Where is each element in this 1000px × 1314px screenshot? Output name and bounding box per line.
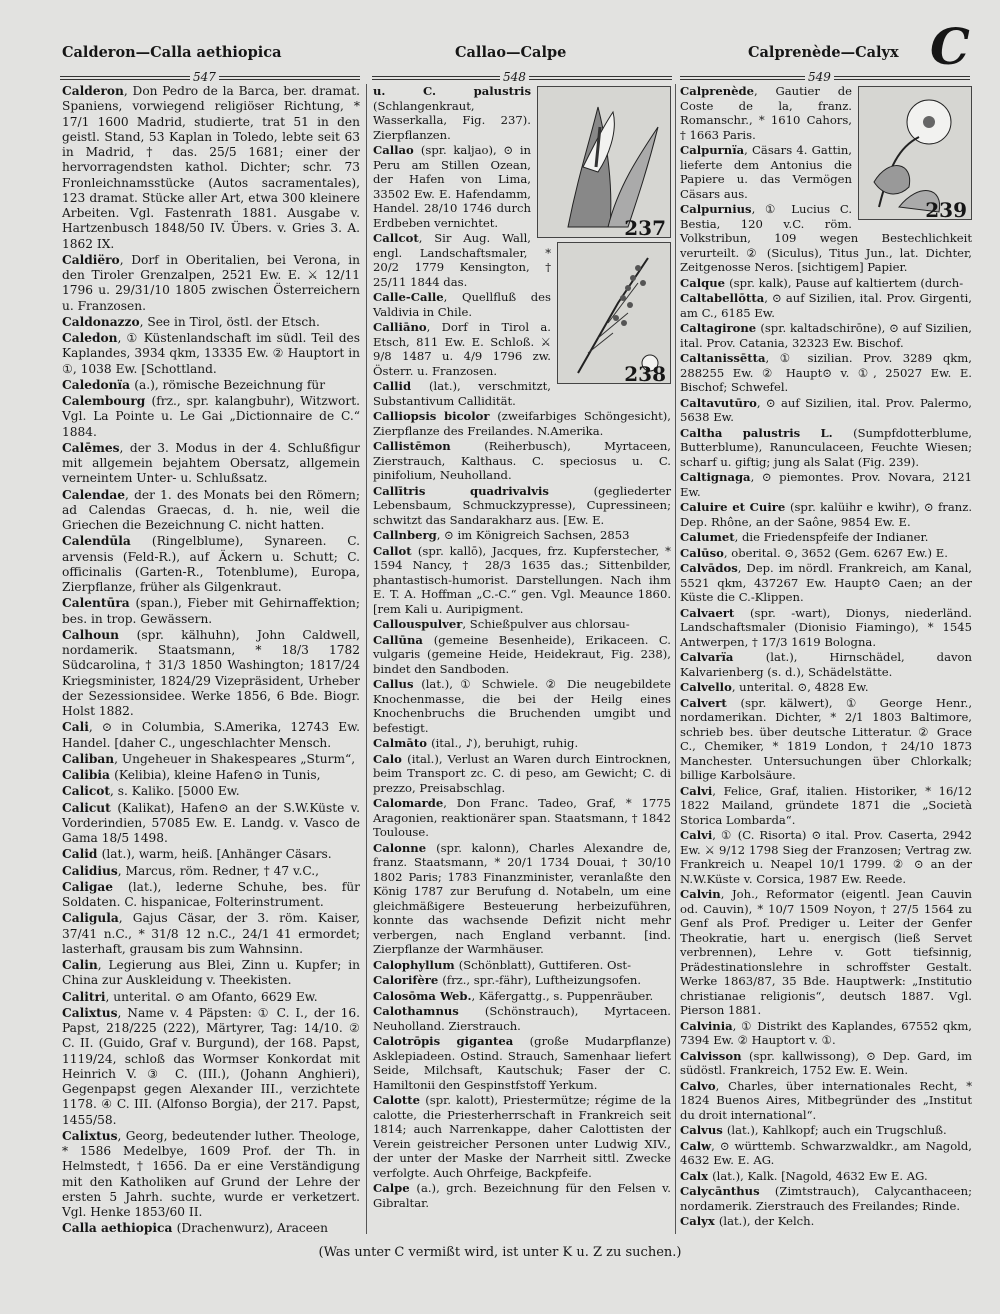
dictionary-entry: Callūna (gemeine Besenheide), Erikaceen. C. vulgaris (gemeine Heide, Heidekraut, Fig. 238), bindet den Sandboden. bbox=[373, 632, 671, 676]
column-header-left: Calderon—Calla aethiopica bbox=[62, 44, 282, 61]
dictionary-entry: Calidius, Marcus, röm. Redner, † 47 v.C., bbox=[62, 863, 319, 878]
column-header-right: Calprenède—Calyx bbox=[748, 44, 899, 61]
dictionary-entry: Calvisson (spr. kallwissong), ⊙ Dep. Gard, im südöstl. Frankreich, 1752 Ew. E. Wein. bbox=[680, 1048, 972, 1077]
dictionary-entry: Calotrōpis gigantea (große Mudarpflanze) Asklepiadeen. Ostind. Strauch, Samenhaar liefert Seide, Milchsaft, Kautschuk; Faser der C. Hamiltonii den Gespinstfstoff Yerkum. bbox=[373, 1034, 671, 1092]
dictionary-entry: Calotte (spr. kalott), Priestermütze; régime de la calotte, die Priesterherrschaft in Frankreich seit 1814; auch Narrenkappe, daher Calottisten der Verein geistreicher Personen unter Ludwig XIV., der unter der Maske der Narrheit sittl. Zwecke verfolgte. Auch Ohrfeige, Backpfeife. bbox=[373, 1093, 671, 1180]
dictionary-entry: Calx (lat.), Kalk. [Nagold, 4632 Ew E. AG. bbox=[680, 1168, 928, 1183]
dictionary-entry: Calicot, s. Kaliko. [5000 Ew. bbox=[62, 784, 240, 799]
dictionary-entry: Calpe (a.), grch. Bezeichnung für den Felsen v. Gibraltar. bbox=[373, 1181, 671, 1210]
dictionary-entry: Calonne (spr. kalonn), Charles Alexandre de, franz. Staatsmann, * 20/1 1734 Douai, † 30/10 1802 Paris; 1783 Finanzminister, veranlaßte den König 1787 zur Berufung d. Notabeln, um eine gleichmäßigere Besteuerung herbeizuführen, konnte das wachsende Defizit nicht mehr verbergen, nach England verbannt. [ind. Zierpflanze der Warmhäuser. bbox=[373, 840, 671, 956]
dictionary-entry: Callus (lat.), ① Schwiele. ② Die neugebildete Knochenmasse, die bei der Heilg eines Knochenbruchs die Bruchenden umgibt und befestigt. bbox=[373, 677, 671, 735]
dictionary-entry: Cali, ⊙ in Columbia, S.Amerika, 12743 Ew. Handel. [daher C., ungeschlachter Mensch. bbox=[62, 720, 360, 750]
page-footer-note: (Was unter C vermißt wird, ist unter K u. Z zu suchen.) bbox=[318, 1245, 682, 1260]
dictionary-entry: Calvert (spr. kälwert), ① George Henr., nordamerikan. Dichter, * 2/1 1803 Baltimore, schrieb bes. über deutsche Litteratur. ② Grace C., Chemiker, * 1819 London, † 24/10 1873 Manchester. Untersuchungen über Chlorkalk; billige Karbolsäure. bbox=[680, 695, 972, 782]
dictionary-entry: Calophyllum (Schönblatt), Guttiferen. Ost- bbox=[373, 957, 632, 972]
dictionary-entry: Calo (ital.), Verlust an Waren durch Eintrocknen, beim Transport zc. C. di peso, am Gewicht; C. di prezzo, Preisabschlag. bbox=[373, 751, 671, 795]
dictionary-entry: Calpurnius, ① Lucius C. Bestia, 120 v.C. röm. Volkstribun, 109 wegen Bestechlichkeit verurteilt. ② (Siculus), Titus Jun., lat. Dichter, Zeitgenosse Neros. [sichtigem] Papier. bbox=[680, 202, 972, 274]
dictionary-entry: Calvādos, Dep. im nördl. Frankreich, am Kanal, 5521 qkm, 437267 Ew. Haupt⊙ Caen; an der Küste die C.-Klippen. bbox=[680, 561, 972, 604]
dictionary-entry: Calūso, oberital. ⊙, 3652 (Gem. 6267 Ew.) E. bbox=[680, 545, 948, 560]
dictionary-entry: Calvinia, ① Distrikt des Kaplandes, 67552 qkm, 7394 Ew. ② Hauptort v. ①. bbox=[680, 1018, 972, 1047]
column-header-middle: Callao—Calpe bbox=[455, 44, 567, 61]
dictionary-entry: Calmāto (ital., ♪), beruhigt, ruhig. bbox=[373, 736, 579, 750]
dictionary-entry: Callot (spr. kallō), Jacques, frz. Kupferstecher, * 1594 Nancy, † 28/3 1635 das.; Sittenbilder, phantastisch-humorist. Darstellungen. Nach ihm E. T. A. Hoffman „C.-C.“ gen. Vgl. Meaunce 1860. [rem Kali u. Auripigment. bbox=[373, 543, 671, 616]
dictionary-entry: Calixtus, Name v. 4 Päpsten: ① C. I., der 16. Papst, 218/225 (222), Märtyrer, Tag: 14/10. ② C. II. (Guido, Graf v. Burgund), der 168. Papst, 1119/24, schloß das Wormser Konkordat mit Heinrich V. ③ C. (III.), (Johann Anghieri), Gegenpapst gegen Alexander III., verzichtete 1178. ④ C. III. (Alfonso Borgia), der 217. Papst, 1455/58. bbox=[62, 1005, 360, 1127]
dictionary-entry: Caltha palustris L. (Sumpfdotterblume, Butterblume), Ranunculaceen, Feuchte Wiesen; scharf u. giftig; jung als Salat (Fig. 239). bbox=[680, 425, 972, 469]
dictionary-entry: Callouspulver, Schießpulver aus chlorsau- bbox=[373, 617, 630, 631]
dictionary-entry: Calw, ⊙ württemb. Schwarzwaldkr., am Nagold, 4632 Ew. E. AG. bbox=[680, 1138, 972, 1167]
dictionary-entry: Callistēmon (Reiherbusch), Myrtaceen, Zierstrauch, Kalthaus. C. speciosus u. C. pinifolium, Neuholland. bbox=[373, 439, 671, 482]
dictionary-entry: Caltagirone (spr. kaltadschirōne), ⊙ auf Sizilien, ital. Prov. Catania, 32323 Ew. Bischof. bbox=[680, 321, 972, 350]
dictionary-entry: Calvo, Charles, über internationales Recht, * 1824 Buenos Aires, Mitbegründer des „Institut du droit international“. bbox=[680, 1078, 972, 1122]
dictionary-entry: Calque (spr. kalk), Pause auf kaltiertem (durch- bbox=[680, 275, 964, 290]
dictionary-entry: Calpurnïa, Cäsars 4. Gattin, lieferte dem Antonius die Papiere u. das Vermögen Cäsars aus. bbox=[680, 143, 852, 201]
page-number-left: 547 bbox=[190, 70, 219, 84]
column-left bbox=[62, 84, 360, 1238]
dictionary-entry: Calliopsis bicolor (zweifarbiges Schöngesicht), Zierpflanze des Freilandes. N.Amerika. bbox=[373, 409, 671, 438]
calla-plant-illustration bbox=[538, 87, 670, 240]
dictionary-entry: Calvaert (spr. -wart), Dionys, niederländ. Landschaftsmaler (Dionisio Fiamingo), * 1545 Antwerpen, † 17/3 1619 Bologna. bbox=[680, 605, 972, 649]
figure-calluna-vulgaris bbox=[557, 242, 671, 384]
dictionary-entry: Calla aethiopica (Drachenwurz), Araceen bbox=[62, 1221, 328, 1236]
column-right bbox=[680, 84, 972, 1230]
dictionary-entry: Caldonazzo, See in Tirol, östl. der Etsch. bbox=[62, 314, 320, 329]
column-middle bbox=[373, 84, 671, 1211]
dictionary-entry: Calixtus, Georg, bedeutender luther. Theologe, * 1586 Medelbye, 1609 Prof. der Th. in Helmstedt, † 1656. Da er eine Verständigung mit den Katholiken auf Grund der Lehre der ersten 5 Jahrh. suchte, wurde er verketzert. Vgl. Henke 1853/60 II. bbox=[62, 1128, 360, 1219]
dictionary-entry: Calin, Legierung aus Blei, Zinn u. Kupfer; in China zur Auskleidung v. Theekisten. bbox=[62, 958, 360, 988]
dictionary-entry: Calvin, Joh., Reformator (eigentl. Jean Cauvin od. Cauvin), * 10/7 1509 Noyon, † 27/5 1564 zu Genf als Prof. Prediger u. Leiter der Genfer Theokratie, hart u. energisch (ließ Servet verbrennen), Lehre v. Gott tiefsinnig, Prädestinationslehre in schroffster Gestalt. Werke 1863/87, 35 Bde. Hauptwerk: „Institutio christianae religionis“, deutsch 1887. Vgl. Pierson 1881. bbox=[680, 887, 972, 1017]
dictionary-entry: Callītris quadrivalvis (gegliederter Lebensbaum, Schmuckzypresse), Cupressineen; schwitzt das Sandarakharz aus. [Ew. E. bbox=[373, 483, 671, 527]
page-number-right: 549 bbox=[805, 70, 834, 84]
dictionary-entry: Callid (lat.), verschmitzt, Substantivum Callidität. bbox=[373, 379, 551, 408]
dictionary-entry: Caltavutūro, ⊙ auf Sizilien, ital. Prov. Palermo, 5638 Ew. bbox=[680, 395, 972, 424]
dictionary-entry: Calhoun (spr. kälhuhn), John Caldwell, nordamerik. Staatsmann, * 18/3 1782 Südcarolina, † 31/3 1850 Washington; 1817/24 Kriegsminister, 1824/29 Vizepräsident, Urheber der Sezessionsidee. Werke 1856, 6 Bde. Biogr. Holst 1882. bbox=[62, 627, 360, 718]
dictionary-entry: Caligula, Gajus Cäsar, der 3. röm. Kaiser, 37/41 n.C., * 31/8 12 n.C., 24/1 41 ermordet; lasterhaft, grausam bis zum Wahnsinn. bbox=[62, 911, 360, 956]
dictionary-entry: Calliāno, Dorf in Tirol a. Etsch, 811 Ew. E. Schloß. ⚔ 9/8 1487 u. 4/9 1796 zw. Österr. u. Franzosen. bbox=[373, 320, 551, 378]
dictionary-entry: Calycānthus (Zimtstrauch), Calycanthaceen; nordamerik. Zierstrauch des Freilandes; Rinde. bbox=[680, 1184, 972, 1213]
section-letter: C bbox=[930, 17, 970, 76]
dictionary-entry: Calothamnus (Schönstrauch), Myrtaceen. Neuholland. Zierstrauch. bbox=[373, 1004, 671, 1033]
figure-calla-palustris bbox=[537, 86, 671, 238]
page-number-middle: 548 bbox=[500, 70, 529, 84]
dictionary-entry: Calid (lat.), warm, heiß. [Anhänger Cäsars. bbox=[62, 847, 332, 862]
dictionary-entry: Calvus (lat.), Kahlkopf; auch ein Trugschluß. bbox=[680, 1123, 947, 1137]
dictionary-entry: Callao (spr. kaljao), ⊙ in Peru am Stillen Ozean, der Hafen von Lima, 33502 Ew. E. Hafendamm, Handel. 28/10 1746 durch Erdbeben vernichtet. bbox=[373, 143, 531, 230]
dictionary-entry: Calumet, die Friedenspfeife der Indianer. bbox=[680, 530, 929, 544]
dictionary-entry: Calle-Calle, Quellfluß des Valdivia in Chile. bbox=[373, 290, 551, 319]
dictionary-entry: Caledonïa (a.), römische Bezeichnung für bbox=[62, 377, 326, 392]
dictionary-entry: Calomarde, Don Franc. Tadeo, Graf, * 1775 Aragonien, reaktionärer span. Staatsmann, † 1842 Toulouse. bbox=[373, 796, 671, 839]
dictionary-entry: Calyx (lat.), der Kelch. bbox=[680, 1214, 815, 1228]
dictionary-entry: Calendae, der 1. des Monats bei den Römern; ad Calendas Graecas, d. h. nie, weil die Griechen die Bezeichnung C. nicht hatten. bbox=[62, 487, 360, 532]
dictionary-entry: u. C. palustris (Schlangenkraut, Wasserkalla, Fig. 237). Zierpflanzen. bbox=[373, 84, 531, 142]
dictionary-entry: Calorifère (frz., spr.-fähr), Luftheizungsofen. bbox=[373, 973, 641, 987]
figure-number: 239 bbox=[925, 197, 967, 222]
dictionary-entry: Caluire et Cuire (spr. kalüihr e kwihr), ⊙ franz. Dep. Rhône, an der Saône, 9854 Ew. E. bbox=[680, 500, 972, 529]
dictionary-entry: Caltignaga, ⊙ piemontes. Prov. Novara, 2121 Ew. bbox=[680, 470, 972, 499]
dictionary-entry: Calosōma Web., Käfergattg., s. Puppenräuber. bbox=[373, 988, 654, 1003]
dictionary-entry: Calprenède, Gautier de Coste de la, franz. Romanschr., * 1610 Cahors, † 1663 Paris. bbox=[680, 84, 852, 142]
dictionary-entry: Calembourg (frz., spr. kalangbuhr), Witzwort. Vgl. La Pointe u. Le Gai „Dictionnaire de C.“ 1884. bbox=[62, 394, 360, 439]
dictionary-entry: Calderon, Don Pedro de la Barca, ber. dramat. Spaniens, vorwiegend religiöser Richtung, * 17/1 1600 Madrid, studierte, trat 51 in den geistl. Stand, 53 Kaplan in Toledo, lebte seit 63 in Madrid, † das. 25/5 1681; einer der hervorragendsten kathol. Dichter; schr. 73 Fronleichnamsstücke (Autos sacramentales), 123 dramat. Stücke aller Art, etwa 300 kleinere Arbeiten. Vgl. Fastenrath 1881. Ausgabe v. Hartzenbusch 1848/50 IV. Übers. v. Gries 3. A. 1862 IX. bbox=[62, 84, 360, 251]
dictionary-entry: Calvi, Felice, Graf, italien. Historiker, * 16/12 1822 Mailand, gründete 1871 die „Società Storica Lombarda“. bbox=[680, 783, 972, 827]
dictionary-entry: Calibia (Kelibia), kleine Hafen⊙ in Tunis, bbox=[62, 768, 321, 782]
figure-caltha-palustris bbox=[858, 86, 972, 220]
dictionary-entry: Caliban, Ungeheuer in Shakespeares „Sturm“, bbox=[62, 751, 356, 766]
dictionary-entry: Callnberg, ⊙ im Königreich Sachsen, 2853 bbox=[373, 528, 630, 542]
dictionary-entry: Calicut (Kalikat), Hafen⊙ an der S.W.Küste v. Vorderindien, 57085 Ew. E. Landg. v. Vasco de Gama 18/5 1498. bbox=[62, 800, 360, 845]
dictionary-entry: Calitri, unterital. ⊙ am Ofanto, 6629 Ew. bbox=[62, 989, 318, 1004]
dictionary-entry: Caligae (lat.), lederne Schuhe, bes. für Soldaten. C. hispanicae, Folterinstrument. bbox=[62, 879, 360, 909]
dictionary-entry: Caltabellōtta, ⊙ auf Sizilien, ital. Prov. Girgenti, am C., 6185 Ew. bbox=[680, 291, 972, 320]
dictionary-entry: Caltanissētta, ① sizilian. Prov. 3289 qkm, 288255 Ew. ② Haupt⊙ v. ①, 25027 Ew. E. Bischof; Schwefel. bbox=[680, 351, 972, 394]
dictionary-entry: Calvarïa (lat.), Hirnschädel, davon Kalvarienberg (s. d.), Schädelstätte. bbox=[680, 650, 972, 679]
figure-number: 237 bbox=[624, 215, 666, 240]
dictionary-entry: Calendūla (Ringelblume), Synareen. C. arvensis (Feld-R.), auf Äckern u. Schutt; C. officinalis (Garten-R., Totenblume), Europa, Zierpflanze, früher als Gilgenkraut. bbox=[62, 534, 360, 594]
dictionary-entry: Calēmes, der 3. Modus in der 4. Schlußfigur mit allgemein bejahtem Obersatz, allgemein verneintem Unter- u. Schlußsatz. bbox=[62, 440, 360, 486]
figure-number: 238 bbox=[624, 361, 666, 386]
dictionary-entry: Calvi, ① (C. Risorta) ⊙ ital. Prov. Caserta, 2942 Ew. ⚔ 9/12 1798 Sieg der Franzosen; Vertrag zw. Frankreich u. Neapel 10/1 1799. ② ⊙ an der N.W.Küste v. Corsica, 1987 Ew. Reede. bbox=[680, 828, 972, 886]
dictionary-entry: Calentūra (span.), Fieber mit Gehirnaffektion; bes. in trop. Gewässern. bbox=[62, 596, 360, 626]
dictionary-entry: Caldiëro, Dorf in Oberitalien, bei Verona, in den Tiroler Grenzalpen, 2521 Ew. E. ⚔ 12/11 1796 u. 29/31/10 1805 zwischen Österreichern u. Franzosen. bbox=[62, 252, 360, 313]
column-divider bbox=[675, 84, 676, 1234]
dictionary-entry: Calvello, unterital. ⊙, 4828 Ew. bbox=[680, 680, 869, 694]
column-divider bbox=[366, 84, 367, 1234]
dictionary-entry: Caledon, ① Küstenlandschaft im südl. Teil des Kaplandes, 3934 qkm, 13335 Ew. ② Hauptort in ①, 1038 Ew. [Schottland. bbox=[62, 331, 360, 376]
dictionary-entry: Callcot, Sir Aug. Wall, engl. Landschaftsmaler, * 20/2 1779 Kensington, † 25/11 1844 das. bbox=[373, 231, 551, 289]
